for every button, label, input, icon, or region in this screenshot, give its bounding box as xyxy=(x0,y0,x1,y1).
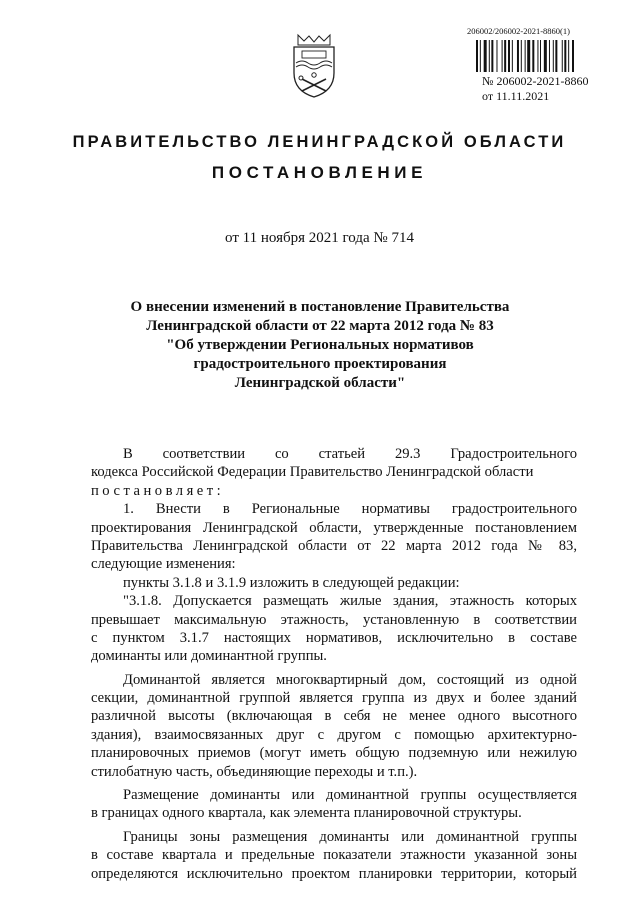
subject-line: градостроительного проектирования xyxy=(193,356,447,372)
registration-code: 206002/206002-2021-8860(1) xyxy=(467,26,570,36)
body-line: секции, доминантной группой является группа из двух и более зданий xyxy=(91,690,577,707)
government-title: ПРАВИТЕЛЬСТВО ЛЕНИНГРАДСКОЙ ОБЛАСТИ xyxy=(72,133,567,151)
body-line: различной высоты (включающая в себя не менее одного высотного xyxy=(91,708,577,725)
body-line: превышает максимальную этажность, установленную в соответствии xyxy=(91,611,577,628)
body-line: пункты 3.1.8 и 3.1.9 изложить в следующей редакции: xyxy=(123,574,460,591)
body-line: постановляет: xyxy=(91,482,225,499)
subject-line: "Об утверждении Региональных нормативов xyxy=(166,337,474,353)
registration-number: № 206002-2021-8860 xyxy=(482,74,589,88)
body-line: планировочных приемов (могут иметь общую подземную или нежилую xyxy=(91,745,577,762)
subject-line: О внесении изменений в постановление Правительства xyxy=(130,299,510,315)
body-line: Доминантой является многоквартирный дом, состоящий из одной xyxy=(123,671,577,688)
body-line: доминанты или доминантной группы. xyxy=(91,648,327,665)
body-line: Границы зоны размещения доминанты или доминантной группы xyxy=(123,828,577,845)
subject-line: Ленинградской области" xyxy=(234,375,406,391)
leningrad-oblast-coat-of-arms-icon xyxy=(288,33,340,99)
body-line: "3.1.8. Допускается размещать жилые здания, этажность которых xyxy=(123,593,577,610)
body-line: следующие изменения: xyxy=(91,556,236,573)
body-line: проектирования Ленинградской области, утвержденные постановлением xyxy=(91,519,577,536)
barcode-icon xyxy=(476,40,604,72)
body-line: В соответствии со статьей 29.3 Градостроительного xyxy=(123,446,577,462)
document-body xyxy=(91,445,577,883)
body-line: кодекса Российской Федерации Правительство Ленинградской области xyxy=(91,464,534,481)
body-line: стилобатную часть, объединяющие переходы и т.п.). xyxy=(91,763,418,780)
body-line: в границах одного квартала, как элемента планировочной структуры. xyxy=(91,805,522,822)
document-date-number: от 11 ноября 2021 года № 714 xyxy=(225,230,414,246)
body-line: определяются исключительно проектом планировки территории, который xyxy=(91,865,577,882)
body-line: Правительства Ленинградской области от 22 марта 2012 года № 83, xyxy=(91,537,577,554)
body-line: Размещение доминанты или доминантной группы осуществляется xyxy=(123,787,577,804)
document-type-heading: ПОСТАНОВЛЕНИЕ xyxy=(211,163,428,182)
document-subject xyxy=(90,298,550,393)
subject-line: Ленинградской области от 22 марта 2012 года № 83 xyxy=(146,318,494,334)
body-line: с пунктом 3.1.7 настоящих нормативов, исключительно в составе xyxy=(91,629,577,646)
registration-date: от 11.11.2021 xyxy=(482,89,550,103)
body-line: 1. Внести в Региональные нормативы градостроительного xyxy=(123,501,577,518)
body-line: здания), взаимосвязанных друг с другом с помощью архитектурно- xyxy=(91,726,577,743)
body-line: в составе квартала и предельные показатели этажности указанной зоны xyxy=(91,847,577,864)
